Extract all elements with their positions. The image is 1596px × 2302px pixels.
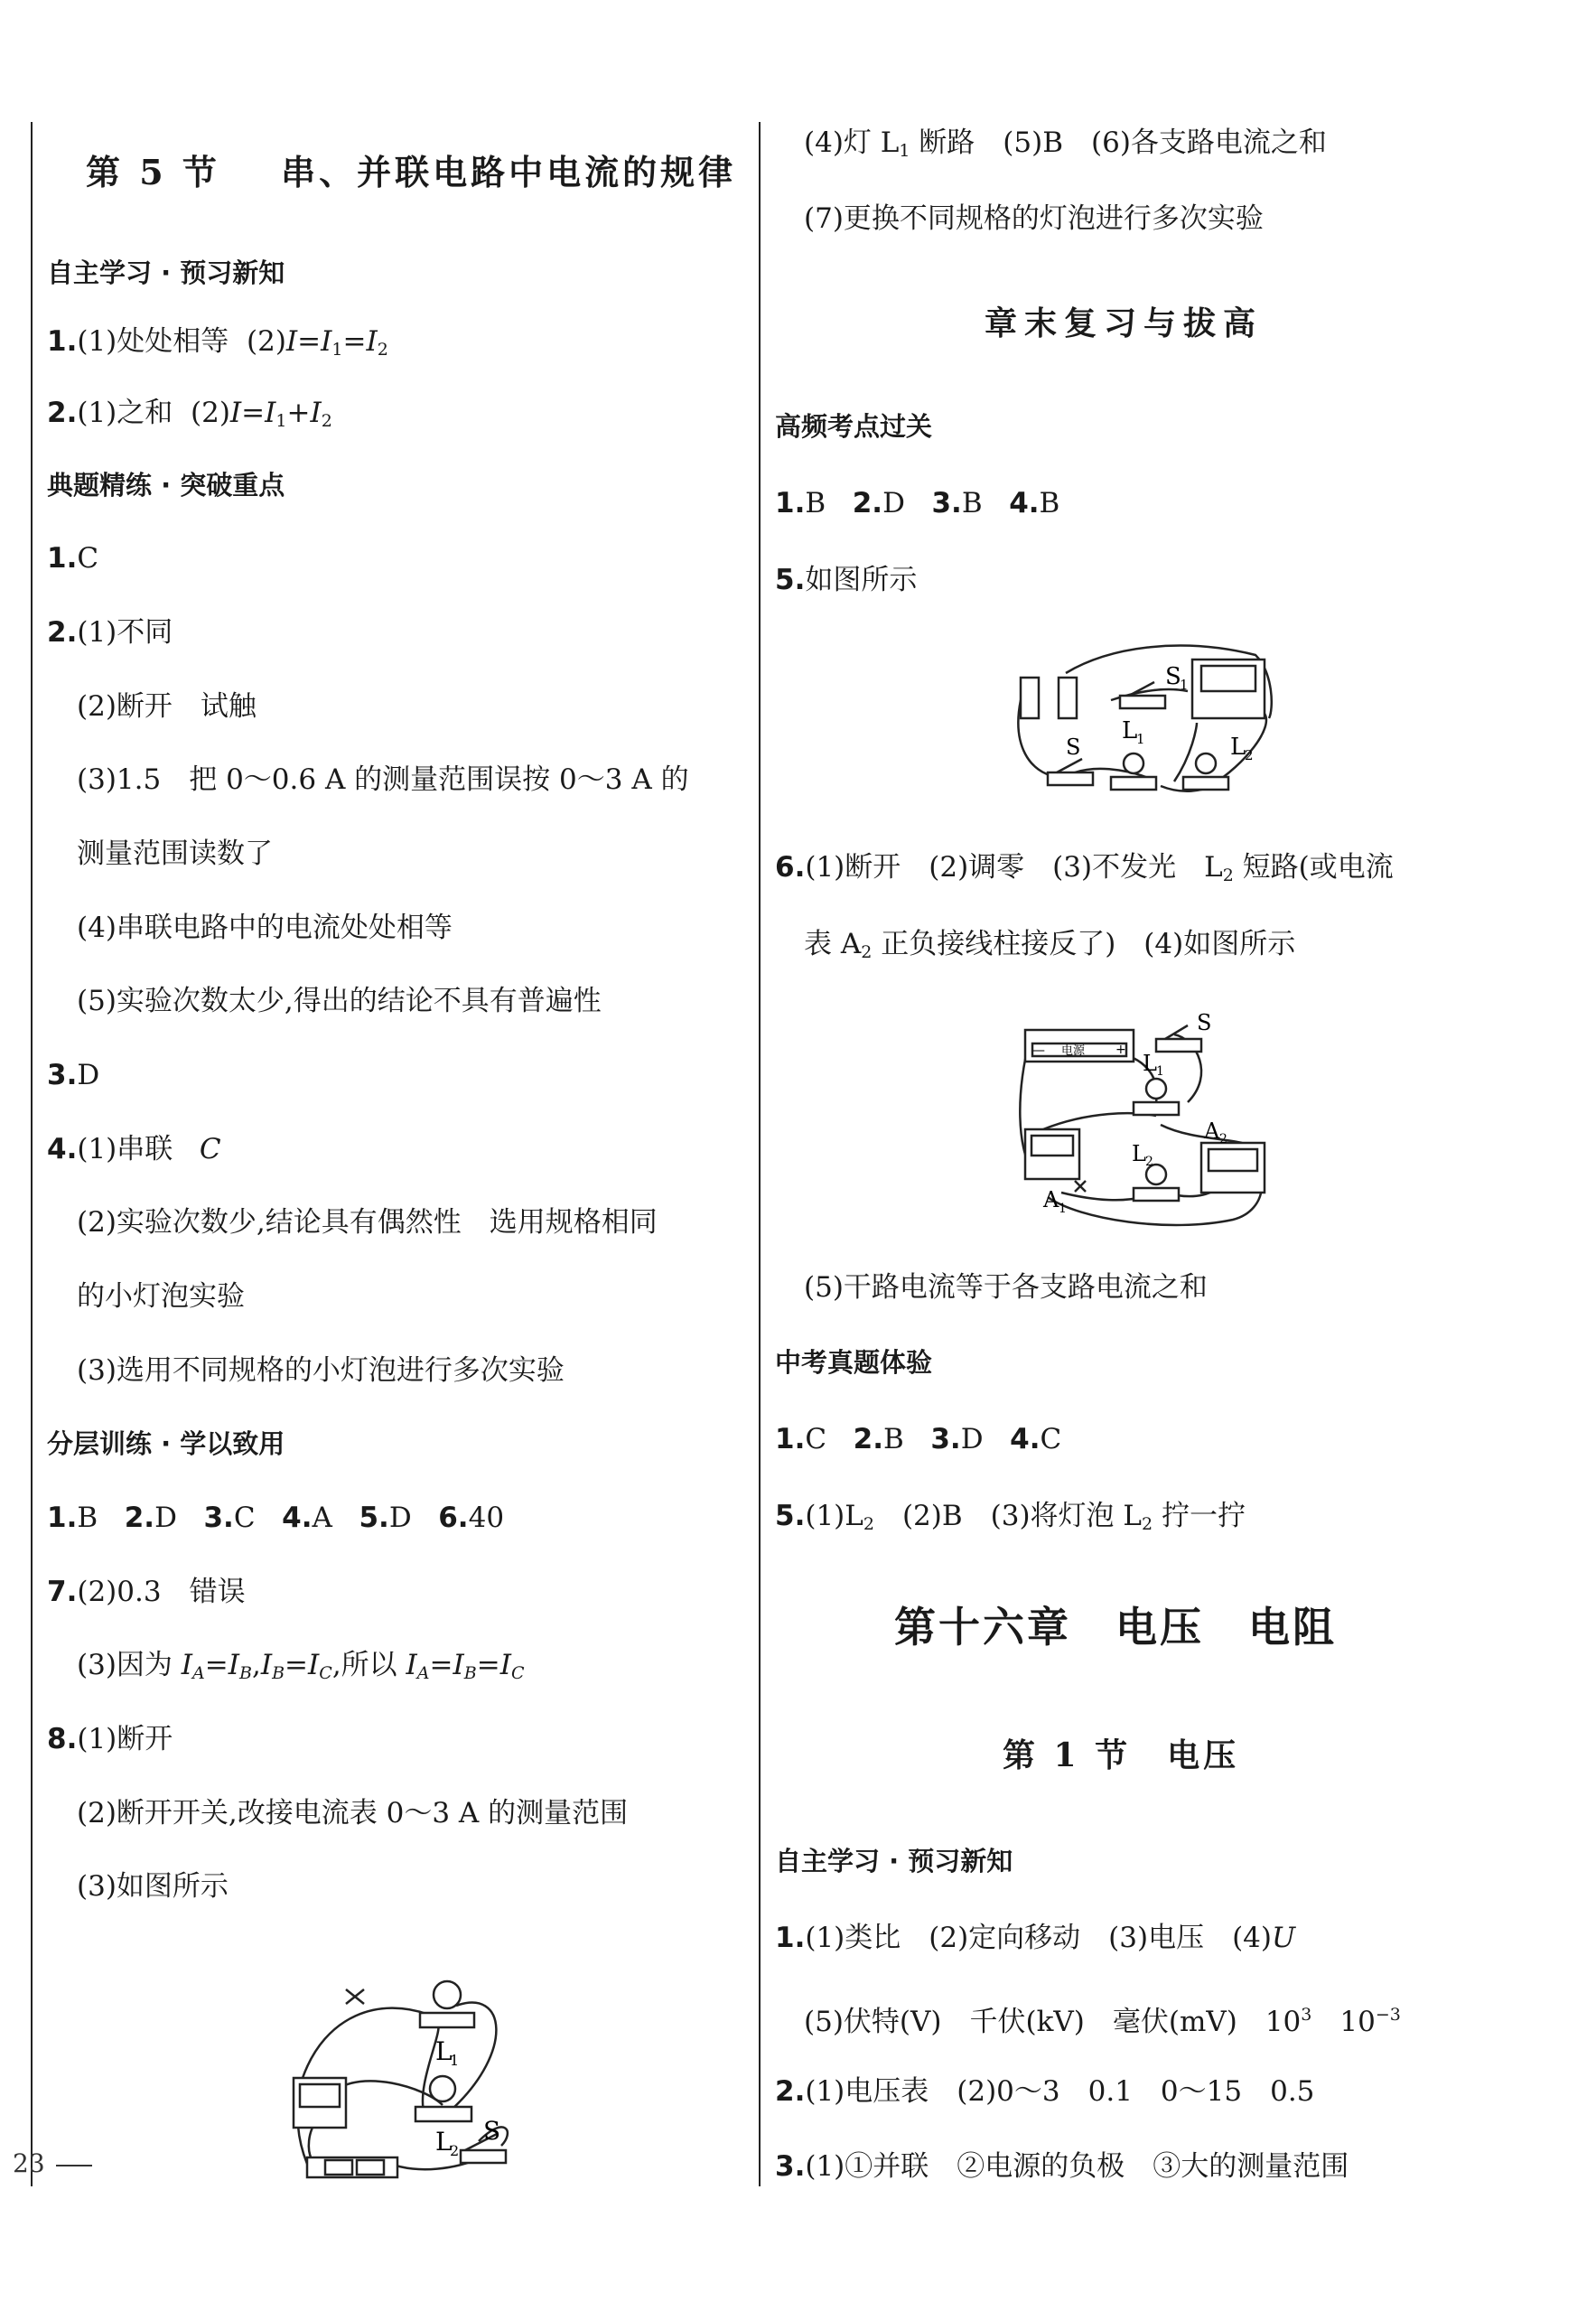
section-title <box>86 145 736 194</box>
answer-q2-2: (2)断开 试触 <box>77 690 257 723</box>
heading-high-frequency: 高频考点过关 <box>775 411 933 442</box>
svg-text:1: 1 <box>1180 677 1189 693</box>
answer-q2-1: 2.(1)不同 <box>47 616 173 649</box>
answer-q4-1: 4.(1)串联 C <box>47 1133 221 1165</box>
answer-row-c1-4: 1.C 2.B 3.D 4.C <box>775 1423 1062 1455</box>
svg-text:2: 2 <box>450 2142 460 2159</box>
heading-self-study-2: 自主学习 · 预习新知 <box>775 1846 1013 1876</box>
answer-q8-3: (3)如图所示 <box>77 1870 229 1903</box>
answer-b5: 5.如图所示 <box>775 564 918 596</box>
svg-text:2: 2 <box>1245 747 1254 763</box>
answer-q4-2-cont: 的小灯泡实验 <box>77 1280 245 1313</box>
page-number: 23 <box>13 2148 45 2178</box>
svg-text:—: — <box>1032 1043 1045 1058</box>
answer-d1-2: (5)伏特(V) 千伏(kV) 毫伏(mV) $10^3$ $10^{-3}$ <box>804 2005 1401 2038</box>
answer-r-4-6: (4)灯 $L_1$ 断路 (5)B (6)各支路电流之和 <box>804 126 1327 161</box>
svg-text:2: 2 <box>1145 1155 1153 1169</box>
answer-q2-3: (3)1.5 把 0～0.6 A 的测量范围误按 0～3 A 的 <box>77 763 689 796</box>
answer-q7-2: (3)因为 $I_A=I_B,I_B=I_C$,所以 $I_A=I_B=I_C$ <box>77 1649 525 1683</box>
answer-row-1-6: 1.B 2.D 3.C 4.A 5.D 6.40 <box>47 1502 505 1534</box>
circuit-diagram-series <box>271 1933 560 2182</box>
answer-q2-3-cont: 测量范围读数了 <box>77 838 273 870</box>
svg-text:2: 2 <box>1219 1132 1227 1146</box>
section-number: 第 5 节 <box>86 152 220 192</box>
circuit-diagram-parallel-1 <box>1003 637 1283 809</box>
column-divider <box>759 122 761 2186</box>
answer-b6-1: 6.(1)断开 (2)调零 (3)不发光 $L_2$ 短路(或电流 <box>775 851 1394 885</box>
svg-text:L: L <box>1143 1051 1157 1076</box>
svg-text:1: 1 <box>450 2052 460 2069</box>
answer-d3: 3.(1)①并联 ②电源的负极 ③大的测量范围 <box>775 2150 1349 2183</box>
svg-text:+: + <box>1115 1043 1126 1057</box>
heading-practice: 典题精练 · 突破重点 <box>47 470 285 501</box>
svg-text:L: L <box>1230 734 1246 761</box>
heading-layered-training: 分层训练 · 学以致用 <box>47 1428 285 1459</box>
answer-q7-1: 7.(2)0.3 错误 <box>47 1576 246 1608</box>
answer-q2-5: (5)实验次数太少,得出的结论不具有普遍性 <box>77 985 602 1017</box>
answer-q4-2: (2)实验次数少,结论具有偶然性 选用规格相同 <box>77 1206 658 1239</box>
chapter-review-title: 章末复习与拔高 <box>985 304 1264 342</box>
answer-1: 1.(1)处处相等 $(2)I=I_1=I_2$ <box>47 325 388 360</box>
svg-text:1: 1 <box>1156 1064 1164 1079</box>
svg-text:A: A <box>1043 1187 1059 1212</box>
section-name: 串、并联电路中电流的规律 <box>281 152 737 192</box>
left-rule <box>31 122 33 2186</box>
svg-text:S: S <box>1066 735 1081 760</box>
answer-2: 2.(1)之和 $(2)I=I_1+I_2$ <box>47 397 332 431</box>
answer-row-b1-4: 1.B 2.D 3.B 4.B <box>775 487 1060 519</box>
answer-c5: $5.(1)L_2$ (2)B (3)将灯泡 $L_2$ 拧一拧 <box>775 1500 1246 1534</box>
answer-q8-1: 8.(1)断开 <box>47 1723 173 1755</box>
answer-q8-2: (2)断开开关,改接电流表 0～3 A 的测量范围 <box>77 1797 629 1829</box>
svg-text:1: 1 <box>1136 731 1145 747</box>
svg-text:L: L <box>1132 1141 1146 1166</box>
answer-q4-3: (3)选用不同规格的小灯泡进行多次实验 <box>77 1354 565 1387</box>
svg-text:L: L <box>1122 717 1138 744</box>
heading-exam: 中考真题体验 <box>775 1347 933 1378</box>
svg-text:1: 1 <box>1059 1202 1067 1216</box>
answer-q2-4: (4)串联电路中的电流处处相等 <box>77 912 453 944</box>
svg-text:L: L <box>435 2036 453 2066</box>
page-number-dash <box>56 2165 92 2166</box>
svg-text:L: L <box>435 2127 453 2157</box>
circuit-diagram-parallel-2 <box>1007 1003 1278 1238</box>
section-1-title: 第 1 节 电压 <box>1003 1736 1240 1774</box>
svg-text:A: A <box>1204 1118 1220 1144</box>
svg-text:S: S <box>483 2116 501 2146</box>
heading-self-study: 自主学习 · 预习新知 <box>47 257 285 288</box>
answer-q3: 3.D <box>47 1059 100 1091</box>
answer-b6-2: 表 $A_2$ 正负接线柱接反了) (4)如图所示 <box>804 928 1296 962</box>
answer-r-7: (7)更换不同规格的灯泡进行多次实验 <box>804 202 1264 235</box>
answer-q1: 1.C <box>47 542 99 575</box>
answer-d2: 2.(1)电压表 (2)0～3 0.1 0～15 0.5 <box>775 2075 1315 2108</box>
svg-text:S: S <box>1165 663 1181 690</box>
answer-b6-5: (5)干路电流等于各支路电流之和 <box>804 1271 1208 1304</box>
svg-text:电源: 电源 <box>1061 1044 1086 1058</box>
chapter-16-title: 第十六章 电压 电阻 <box>894 1603 1337 1652</box>
svg-text:S: S <box>1197 1010 1212 1035</box>
answer-d1-1: 1.(1)类比 (2)定向移动 (3)电压 (4)U <box>775 1922 1296 1954</box>
